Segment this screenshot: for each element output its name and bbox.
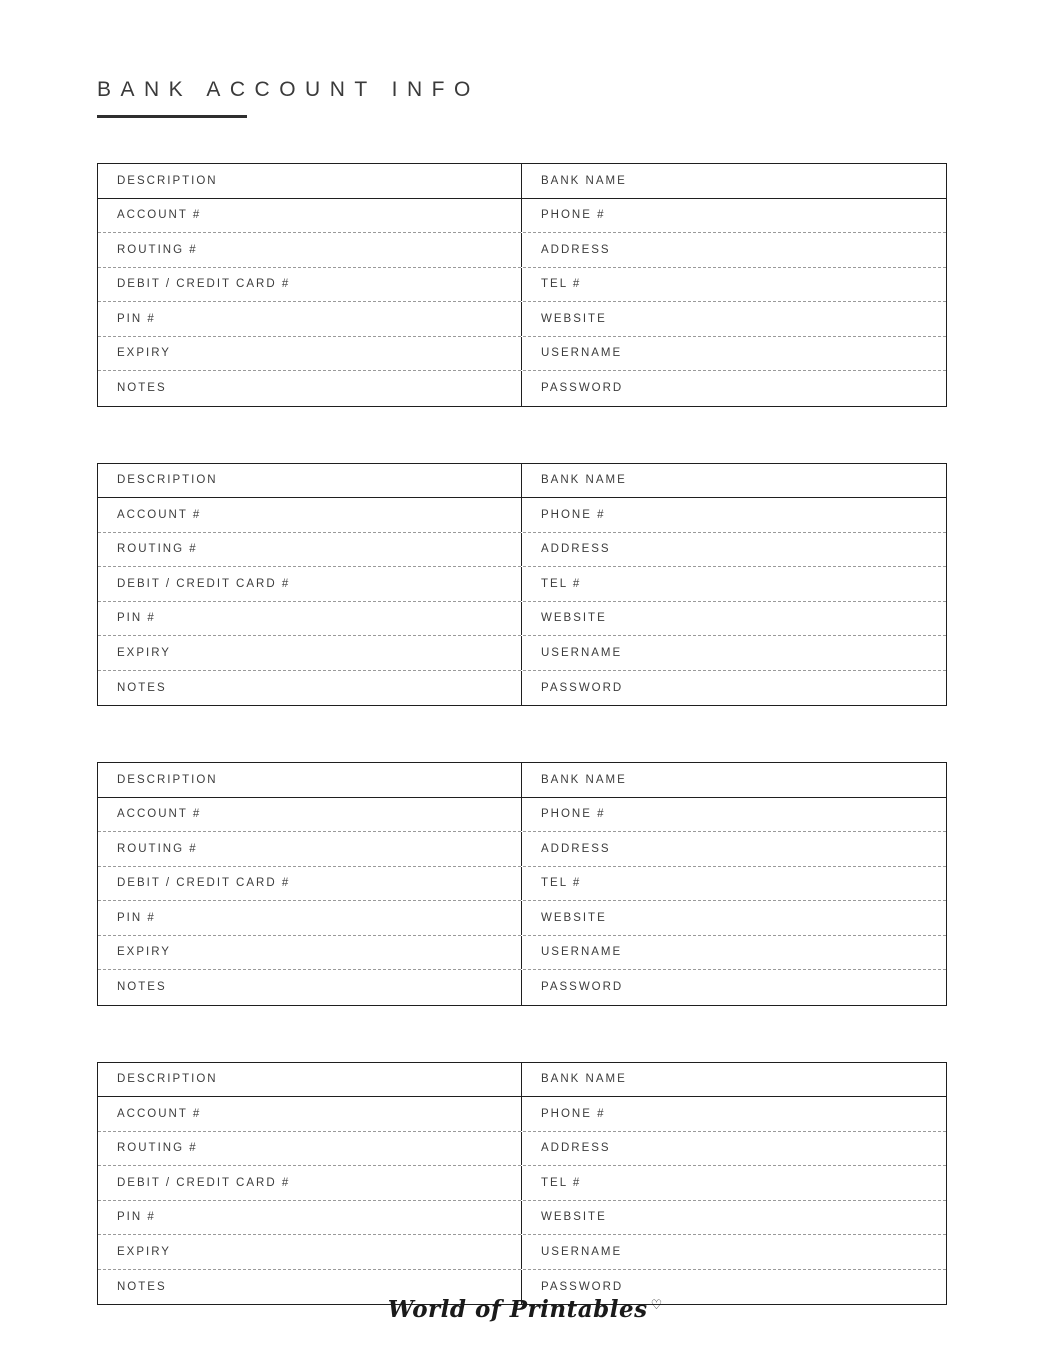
page-header: [97, 78, 480, 118]
field-label-left[interactable]: ACCOUNT #: [98, 199, 522, 233]
table-row: [98, 901, 946, 936]
field-label-right[interactable]: TEL #: [541, 278, 582, 291]
table-row: [98, 164, 946, 199]
field-label-right[interactable]: BANK NAME: [541, 174, 627, 187]
field-label-right[interactable]: ADDRESS: [541, 1142, 611, 1155]
table-row: [98, 636, 946, 671]
field-label-right[interactable]: PASSWORD: [541, 382, 624, 395]
field-label-left[interactable]: PIN #: [98, 901, 522, 935]
field-label-left[interactable]: NOTES: [98, 970, 522, 1005]
table-row: [98, 671, 946, 706]
table-row: [98, 867, 946, 902]
field-label-left[interactable]: DESCRIPTION: [98, 164, 522, 198]
field-label-right[interactable]: TEL #: [541, 877, 582, 890]
field-label-left[interactable]: EXPIRY: [98, 1235, 522, 1269]
field-label-right[interactable]: ADDRESS: [541, 842, 611, 855]
account-table: [97, 463, 947, 707]
field-label-left[interactable]: ROUTING #: [98, 1132, 522, 1166]
field-label-left[interactable]: NOTES: [98, 671, 522, 706]
table-row: [98, 302, 946, 337]
field-label-right[interactable]: PASSWORD: [541, 1280, 624, 1293]
field-label-left[interactable]: NOTES: [98, 371, 522, 406]
account-table: [97, 1062, 947, 1306]
field-label-right[interactable]: PHONE #: [541, 209, 606, 222]
table-row: [98, 371, 946, 406]
field-label-right[interactable]: BANK NAME: [541, 773, 627, 786]
field-label-left[interactable]: DESCRIPTION: [98, 464, 522, 498]
field-label-left[interactable]: ACCOUNT #: [98, 1097, 522, 1131]
field-label-left[interactable]: ACCOUNT #: [98, 498, 522, 532]
field-label-right[interactable]: PASSWORD: [541, 981, 624, 994]
field-label-left[interactable]: DEBIT / CREDIT CARD #: [98, 268, 522, 302]
field-label-left[interactable]: EXPIRY: [98, 337, 522, 371]
field-label-left[interactable]: EXPIRY: [98, 636, 522, 670]
table-row: [98, 1097, 946, 1132]
heart-icon: ♡: [650, 1297, 663, 1312]
field-label-right[interactable]: PHONE #: [541, 1107, 606, 1120]
table-row: [98, 268, 946, 303]
field-label-right[interactable]: USERNAME: [541, 946, 623, 959]
field-label-right[interactable]: WEBSITE: [541, 1211, 607, 1224]
field-label-right[interactable]: WEBSITE: [541, 911, 607, 924]
field-label-left[interactable]: NOTES: [98, 1270, 522, 1305]
table-row: [98, 533, 946, 568]
field-label-left[interactable]: PIN #: [98, 1201, 522, 1235]
field-label-right[interactable]: TEL #: [541, 577, 582, 590]
field-label-left[interactable]: DEBIT / CREDIT CARD #: [98, 1166, 522, 1200]
field-label-right[interactable]: WEBSITE: [541, 612, 607, 625]
field-label-left[interactable]: DESCRIPTION: [98, 1063, 522, 1097]
table-row: [98, 970, 946, 1005]
field-label-right[interactable]: USERNAME: [541, 1245, 623, 1258]
field-label-right[interactable]: ADDRESS: [541, 243, 611, 256]
field-label-left[interactable]: DEBIT / CREDIT CARD #: [98, 867, 522, 901]
field-label-left[interactable]: ROUTING #: [98, 233, 522, 267]
table-row: [98, 498, 946, 533]
field-label-right[interactable]: PHONE #: [541, 808, 606, 821]
table-row: [98, 1235, 946, 1270]
field-label-left[interactable]: DEBIT / CREDIT CARD #: [98, 567, 522, 601]
table-row: [98, 602, 946, 637]
field-label-left[interactable]: ROUTING #: [98, 533, 522, 567]
brand-wordmark: World of Printables: [387, 1296, 648, 1323]
field-label-right[interactable]: PHONE #: [541, 508, 606, 521]
table-row: [98, 199, 946, 234]
table-row: [98, 233, 946, 268]
table-row: [98, 1201, 946, 1236]
field-label-right[interactable]: USERNAME: [541, 646, 623, 659]
table-row: [98, 1063, 946, 1098]
account-table: [97, 163, 947, 407]
title-underline: [97, 115, 247, 118]
field-label-left[interactable]: PIN #: [98, 302, 522, 336]
table-row: [98, 798, 946, 833]
field-label-right[interactable]: BANK NAME: [541, 1073, 627, 1086]
table-row: [98, 832, 946, 867]
field-label-right[interactable]: BANK NAME: [541, 474, 627, 487]
field-label-right[interactable]: WEBSITE: [541, 312, 607, 325]
field-label-right[interactable]: ADDRESS: [541, 543, 611, 556]
page-footer: [0, 1296, 1050, 1323]
account-table: [97, 762, 947, 1006]
table-row: [98, 1166, 946, 1201]
field-label-right[interactable]: TEL #: [541, 1176, 582, 1189]
field-label-left[interactable]: ROUTING #: [98, 832, 522, 866]
table-row: [98, 1132, 946, 1167]
table-row: [98, 337, 946, 372]
table-row: [98, 763, 946, 798]
page-title: BANK ACCOUNT INFO: [97, 78, 480, 101]
field-label-right[interactable]: USERNAME: [541, 347, 623, 360]
field-label-left[interactable]: EXPIRY: [98, 936, 522, 970]
field-label-left[interactable]: DESCRIPTION: [98, 763, 522, 797]
table-row: [98, 567, 946, 602]
field-label-right[interactable]: PASSWORD: [541, 681, 624, 694]
account-tables: [97, 163, 947, 1305]
field-label-left[interactable]: PIN #: [98, 602, 522, 636]
field-label-left[interactable]: ACCOUNT #: [98, 798, 522, 832]
table-row: [98, 936, 946, 971]
table-row: [98, 464, 946, 499]
